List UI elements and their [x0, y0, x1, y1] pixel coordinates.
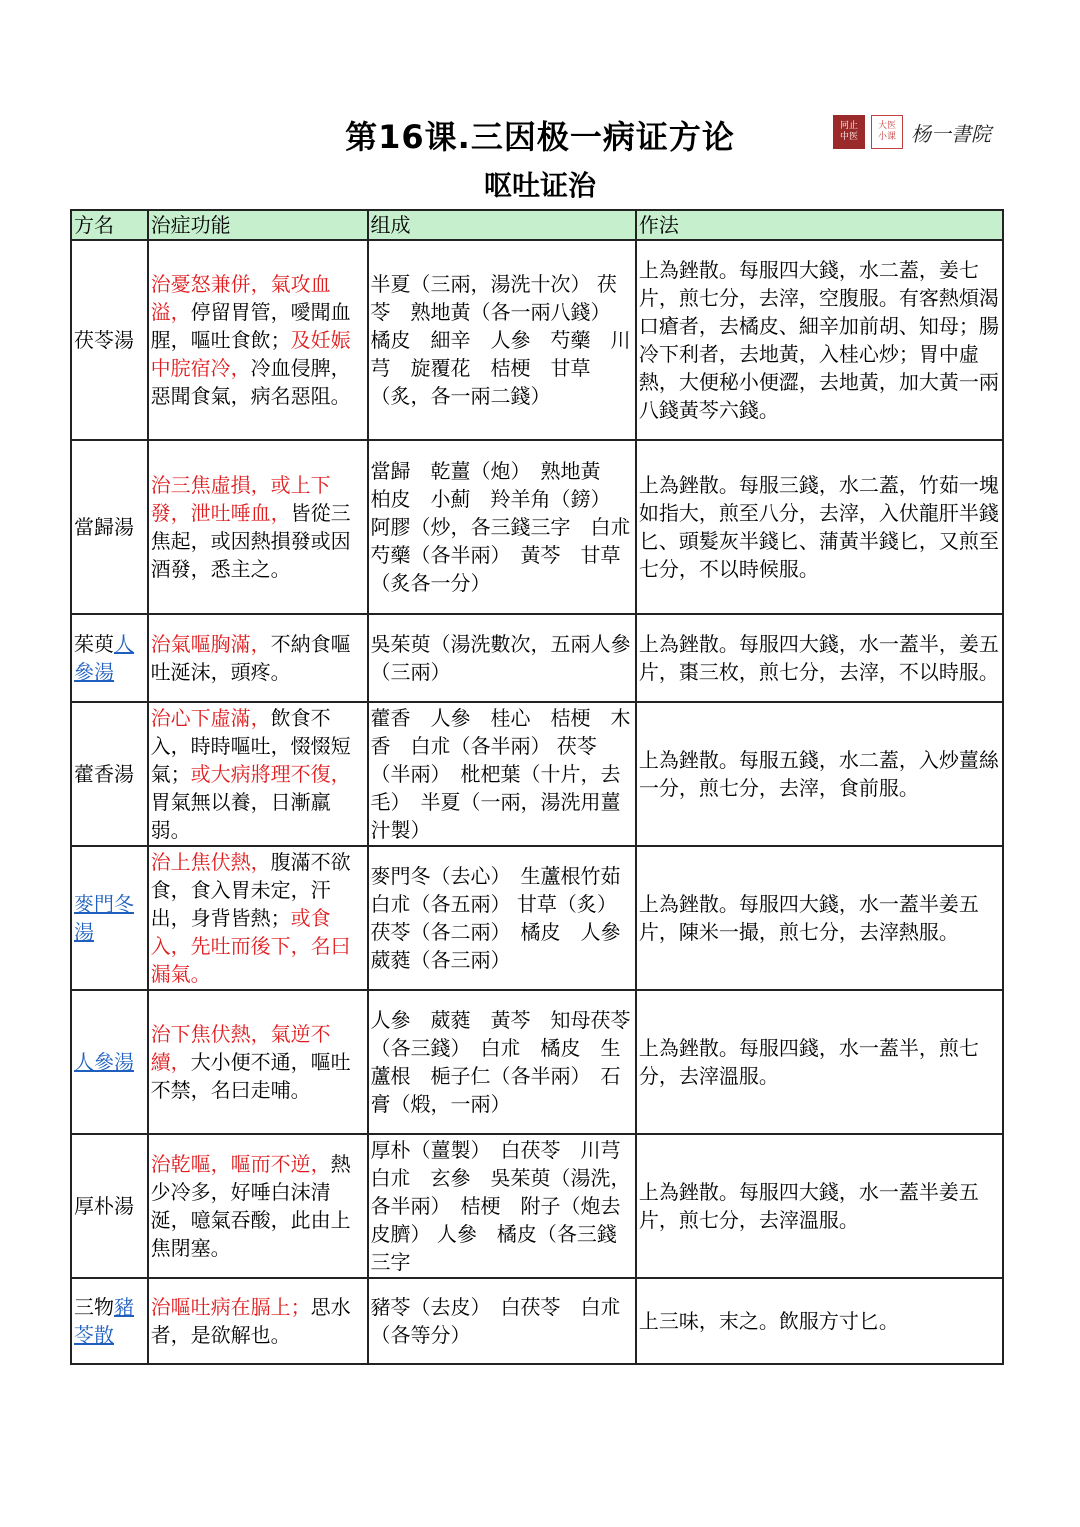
formula-composition: 當歸 乾薑（炮） 熟地黃 柏皮 小薊 羚羊角（鎊） 阿膠（炒，各三錢三字 白朮 芍藥（各半兩） 黃芩 甘草（炙各一分） — [368, 440, 636, 614]
formula-name — [71, 846, 148, 990]
formula-name: 茱萸人參湯 — [71, 614, 148, 702]
formula-composition: 吳茱萸（湯洗數次，五兩人參（三兩） — [368, 614, 636, 702]
formula-function: 治嘔吐病在膈上；思水者，是欲解也。 — [148, 1278, 368, 1364]
formula-function: 治三焦虛損，或上下發，泄吐唾血，皆從三焦起，或因熱損發或因酒發，悉主之。 — [148, 440, 368, 614]
formula-composition: 厚朴（薑製） 白茯苓 川芎 白朮 玄參 吳茱萸（湯洗，各半兩） 桔梗 附子（炮去皮臍） 人參 橘皮（各三錢三字 — [368, 1134, 636, 1278]
table-row — [71, 990, 1003, 1134]
header-name: 方名 — [71, 210, 148, 240]
formula-composition: 麥門冬（去心） 生蘆根竹茹 白朮（各五兩） 甘草（炙） 茯苓（各二兩） 橘皮 人參 葳蕤（各三兩） — [368, 846, 636, 990]
header-function: 治症功能 — [148, 210, 368, 240]
formula-name: 茯苓湯 — [71, 240, 148, 440]
logo-calligraphy: 杨一書院 — [911, 121, 991, 146]
formula-method: 上為銼散。每服五錢，水二蓋，入炒薑絲一分，煎七分，去滓，食前服。 — [636, 702, 1003, 846]
formula-name — [71, 990, 148, 1134]
formula-link[interactable]: 豬苓散 — [74, 1295, 134, 1347]
table-row — [71, 440, 1003, 614]
header-composition: 组成 — [368, 210, 636, 240]
page-title: 第16课.三因极一病证方论 — [345, 118, 735, 156]
formula-composition: 人參 葳蕤 黃芩 知母茯苓（各三錢） 白朮 橘皮 生蘆根 梔子仁（各半兩） 石膏（煅，一兩） — [368, 990, 636, 1134]
table-row — [71, 846, 1003, 990]
formula-method: 上為銼散。每服四大錢，水一蓋半姜五片，陳米一撮，煎七分，去滓熱服。 — [636, 846, 1003, 990]
formula-function: 治氣嘔胸滿，不納食嘔吐涎沫，頭疼。 — [148, 614, 368, 702]
formula-composition: 豬苓（去皮） 白茯苓 白朮（各等分） — [368, 1278, 636, 1364]
formula-name: 當歸湯 — [71, 440, 148, 614]
formula-function: 治下焦伏熱，氣逆不續，大小便不通，嘔吐不禁，名曰走哺。 — [148, 990, 368, 1134]
table-row — [71, 614, 1003, 702]
formula-function: 治上焦伏熱，腹滿不欲食，食入胃未定，汗出，身背皆熱；或食入，先吐而後下，名曰漏氣。 — [148, 846, 368, 990]
formula-function: 治憂怒兼併，氣攻血溢，停留胃管，噯聞血腥，嘔吐食飲；及妊娠中脘宿冷，冷血侵脾，惡聞食氣，病名惡阻。 — [148, 240, 368, 440]
formula-link[interactable]: 人參湯 — [74, 1050, 134, 1074]
formula-composition: 半夏（三兩，湯洗十次） 茯苓 熟地黃（各一兩八錢） 橘皮 細辛 人參 芍藥 川芎 旋覆花 桔梗 甘草（炙，各一兩二錢） — [368, 240, 636, 440]
formula-method: 上為銼散。每服四錢，水一蓋半，煎七分，去滓溫服。 — [636, 990, 1003, 1134]
formula-link[interactable]: 麥門冬湯 — [74, 892, 134, 944]
formula-name: 三物豬苓散 — [71, 1278, 148, 1364]
formula-link[interactable]: 人參湯 — [74, 632, 134, 684]
formula-method: 上為銼散。每服四大錢，水一蓋半，姜五片，棗三枚，煎七分，去滓，不以時服。 — [636, 614, 1003, 702]
formula-method: 上為銼散。每服三錢，水二蓋，竹茹一塊如指大，煎至八分，去滓，入伏龍肝半錢匕、頭髮灰半錢匕、蒲黃半錢匕，又煎至七分，不以時候服。 — [636, 440, 1003, 614]
formula-composition: 藿香 人參 桂心 桔梗 木香 白朮（各半兩） 茯苓（半兩） 枇杷葉（十片，去毛） 半夏（一兩，湯洗用薑汁製） — [368, 702, 636, 846]
page-subtitle: 呕吐证治 — [483, 169, 596, 202]
formula-method: 上為銼散。每服四大錢，水二蓋，姜七片，煎七分，去滓，空腹服。有客熱煩渴口瘡者，去橘皮、細辛加前胡、知母；腸冷下利者，去地黃，入桂心炒；胃中虛熱，大便秘小便澀，去地黃，加大黃一兩八錢黃芩六錢。 — [636, 240, 1003, 440]
logo-group — [833, 114, 991, 150]
logo-stamp: 大医 小课 — [871, 115, 903, 149]
table-row — [71, 1278, 1003, 1364]
table-header-row — [71, 210, 1003, 240]
formula-name: 厚朴湯 — [71, 1134, 148, 1278]
formula-function: 治乾嘔，嘔而不逆，熱少冷多，好唾白沫清涎，噫氣吞酸，此由上焦閉塞。 — [148, 1134, 368, 1278]
header-method: 作法 — [636, 210, 1003, 240]
formula-function: 治心下虛滿，飲食不入，時時嘔吐，惙惙短氣；或大病將理不復，胃氣無以養，日漸羸弱。 — [148, 702, 368, 846]
prescription-table — [70, 209, 1004, 1365]
table-row — [71, 1134, 1003, 1278]
formula-method: 上三味，末之。飲服方寸匕。 — [636, 1278, 1003, 1364]
formula-name: 藿香湯 — [71, 702, 148, 846]
formula-method: 上為銼散。每服四大錢，水一蓋半姜五片，煎七分，去滓溫服。 — [636, 1134, 1003, 1278]
table-row — [71, 240, 1003, 440]
logo-seal: 冋止 中医 — [833, 115, 865, 149]
table-row — [71, 702, 1003, 846]
